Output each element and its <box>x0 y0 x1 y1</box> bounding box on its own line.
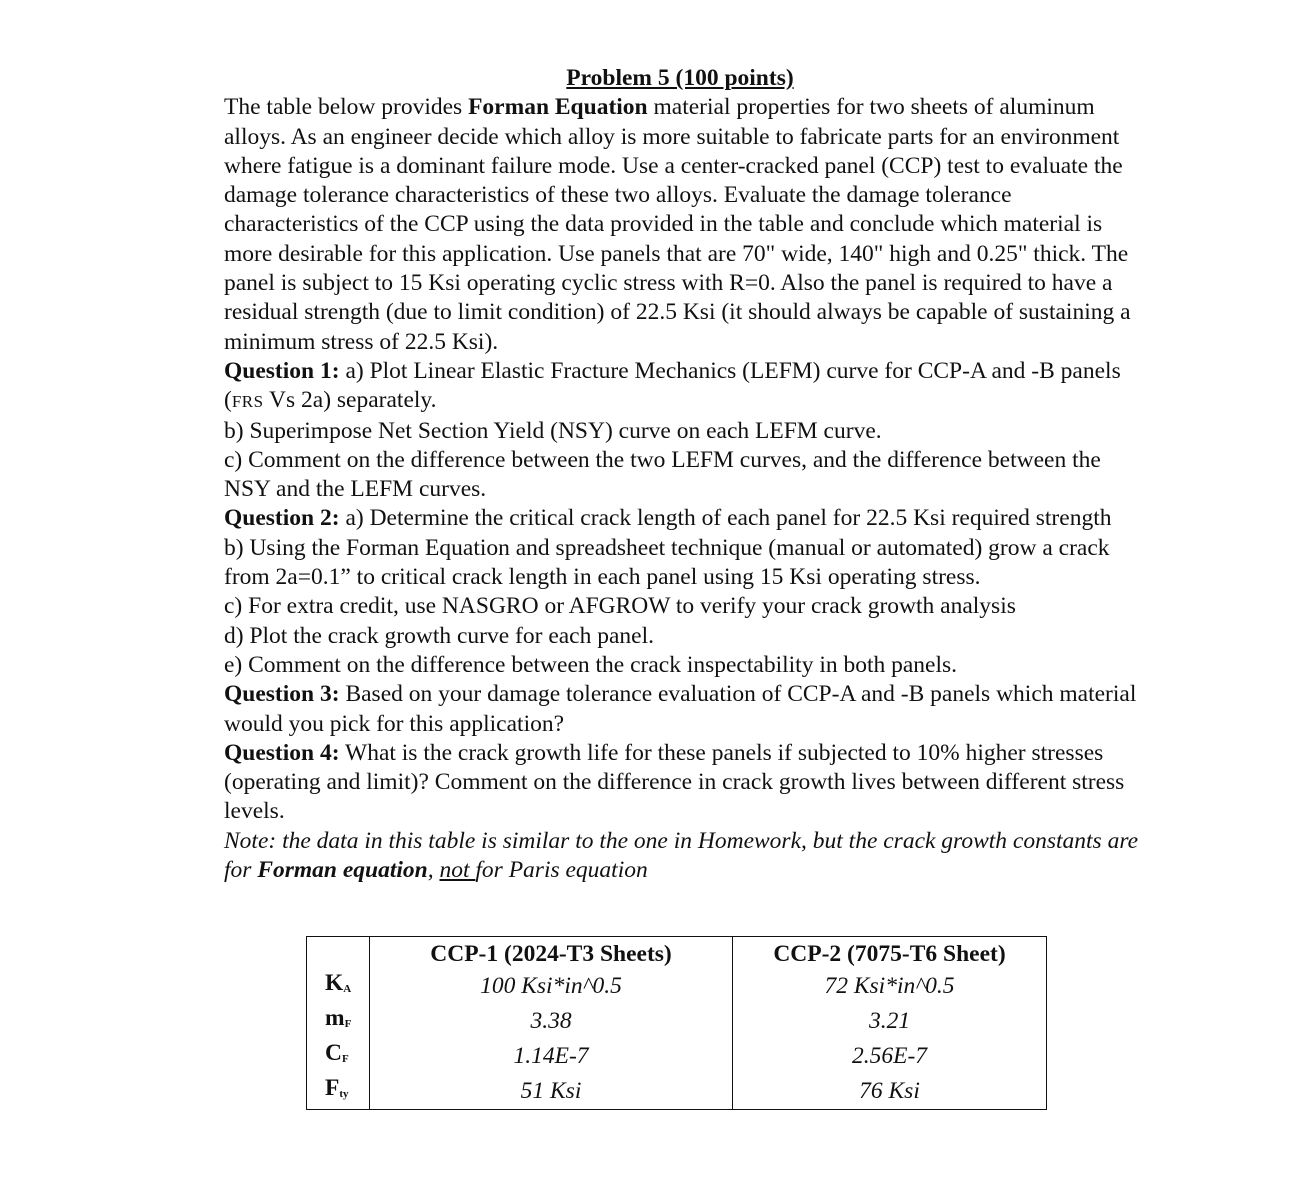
question-3-label: Question 3: <box>224 681 340 708</box>
question-4 <box>224 739 1144 827</box>
table-row <box>307 1039 1047 1074</box>
note-text-3: for Paris equation <box>475 857 648 884</box>
row-label-mf <box>307 1004 370 1039</box>
row-label-fty <box>307 1074 370 1110</box>
intro-bold: Forman Equation <box>468 94 648 121</box>
table-corner-cell <box>307 937 370 970</box>
intro-paragraph <box>224 93 1144 357</box>
question-1-label: Question 1: <box>224 357 340 384</box>
row-label-base: m <box>325 1005 345 1031</box>
question-2-c: c) For extra credit, use NASGRO or AFGROW to verify your crack growth analysis <box>224 593 1016 620</box>
row-label-sub: ty <box>339 1088 349 1100</box>
cell-ccp2-fty: 76 Ksi <box>733 1074 1047 1110</box>
note-bold: Forman equation <box>257 857 428 884</box>
cell-ccp1-cf: 1.14E-7 <box>370 1039 733 1074</box>
question-2-a <box>224 504 1144 533</box>
row-label-base: F <box>325 1075 340 1101</box>
question-2-e: e) Comment on the difference between the crack inspectability in both panels. <box>224 651 958 678</box>
question-3 <box>224 680 1144 739</box>
cell-ccp1-mf: 3.38 <box>370 1004 733 1039</box>
intro-text-2: material properties for two sheets of aluminum alloys. As an engineer decide which alloy is more suitable to fabricate parts for an environment where fatigue is a dominant failure mode. Use a center-cracked panel (CCP) test to evaluate the damage tolerance characteristics of these two alloys. Evaluate the damage tolerance characteristics of the CCP using the data provided in the table and conclude which material is more desirable for this application. Use panels that are 70" wide, 140" high and 0.25" thick. The panel is subject to 15 Ksi operating cyclic stress with R=0. Also the panel is required to have a residual strength (due to limit condition) of 22.5 Ksi (it should always be capable of sustaining a minimum stress of 22.5 Ksi). <box>224 94 1131 355</box>
question-3-text: Based on your damage tolerance evaluation of CCP-A and -B panels which material would you pick for this application? <box>224 681 1137 737</box>
intro-text-1: The table below provides <box>224 94 469 121</box>
question-2-b: b) Using the Forman Equation and spreadsheet technique (manual or automated) grow a crack from 2a=0.1” to critical crack length in each panel using 15 Ksi operating stress. <box>224 534 1110 591</box>
row-label-ka <box>307 969 370 1004</box>
row-label-base: K <box>325 970 344 996</box>
question-2-a-text: a) Determine the critical crack length of each panel for 22.5 Ksi required strength <box>339 505 1112 532</box>
row-label-sub: A <box>343 983 352 995</box>
row-label-sub: F <box>344 1018 352 1030</box>
question-4-text: What is the crack growth life for these panels if subjected to 10% higher stresses (operating and limit)? Comment on the difference in crack growth lives between different stress levels. <box>224 739 1125 825</box>
question-1-b: b) Superimpose Net Section Yield (NSY) curve on each LEFM curve. <box>224 417 882 444</box>
question-1-a-text: a) Plot Linear Elastic Fracture Mechanics (LEFM) curve for CCP-A and -B panels ( <box>224 357 1121 414</box>
header-ccp-2: CCP-2 (7075-T6 Sheet) <box>733 937 1047 970</box>
frs-symbol: FRS <box>231 392 264 412</box>
note-paragraph <box>224 827 1144 886</box>
problem-document <box>224 64 1144 885</box>
row-label-sub: F <box>341 1053 349 1065</box>
cell-ccp1-fty: 51 Ksi <box>370 1074 733 1110</box>
cell-ccp2-mf: 3.21 <box>733 1004 1047 1039</box>
cell-ccp2-cf: 2.56E-7 <box>733 1039 1047 1074</box>
question-1-a <box>224 357 1144 417</box>
cell-ccp2-ka: 72 Ksi*in^0.5 <box>733 969 1047 1004</box>
table-row <box>307 969 1047 1004</box>
note-underlined: not <box>439 857 476 884</box>
table-row <box>307 1004 1047 1039</box>
cell-ccp1-ka: 100 Ksi*in^0.5 <box>370 969 733 1004</box>
question-2-d: d) Plot the crack growth curve for each panel. <box>224 622 654 649</box>
question-1-c: c) Comment on the difference between the two LEFM curves, and the difference between the NSY and the LEFM curves. <box>224 446 1101 503</box>
note-text-2: , <box>427 857 440 884</box>
header-ccp-1: CCP-1 (2024-T3 Sheets) <box>370 937 733 970</box>
table-header-row <box>307 937 1047 970</box>
question-4-label: Question 4: <box>224 739 340 766</box>
question-2-label: Question 2: <box>224 505 340 532</box>
material-properties-table <box>306 936 1047 1110</box>
table-row <box>307 1074 1047 1110</box>
row-label-cf <box>307 1039 370 1074</box>
row-label-base: C <box>325 1040 342 1066</box>
problem-title: Problem 5 (100 points) <box>566 65 794 91</box>
note-text-1: Note: the data in this table is similar to the one in Homework, but the crack growth constants are for <box>224 827 1139 884</box>
question-1-a-text-end: Vs 2a) separately. <box>263 387 437 414</box>
